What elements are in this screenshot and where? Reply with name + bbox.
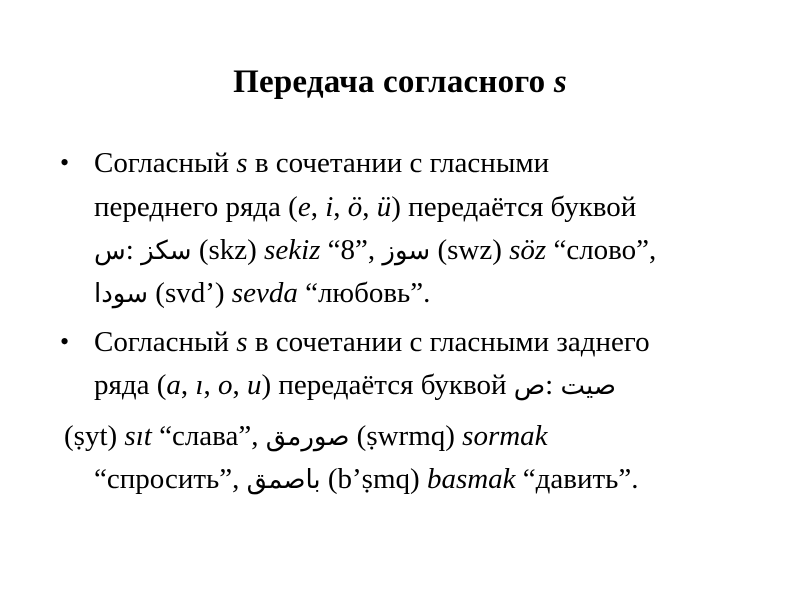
bullet2-line3 (64, 418, 548, 455)
arabic-word: سكز (141, 236, 192, 266)
arabic-word: سوز (382, 236, 431, 266)
transliteration: (b’ṣmq) (320, 463, 427, 495)
vowel: e (297, 191, 311, 223)
transliteration: (ṣwrmq) (349, 420, 463, 452)
vowel: o (217, 369, 233, 401)
arabic-letter: س (94, 236, 126, 266)
text: ) передаётся буквой (261, 369, 514, 401)
letter-s: s (236, 326, 248, 358)
vowel: a (166, 369, 181, 401)
turkish-word: sekiz (264, 234, 321, 266)
text: переднего ряда ( (94, 191, 298, 223)
turkish-word: sormak (462, 420, 548, 452)
vowel: ü (376, 191, 392, 223)
turkish-word: sıt (124, 420, 152, 452)
bullet2-line2 (94, 367, 616, 404)
vowel: ı (195, 369, 204, 401)
arabic-word: صورمق (265, 422, 350, 452)
transliteration: (svd’) (148, 277, 232, 309)
gloss: “слово”, (546, 234, 657, 266)
vowel: i (325, 191, 334, 223)
transliteration: (ṣyt) (64, 420, 125, 452)
comma: , (362, 191, 377, 223)
vowel: u (246, 369, 262, 401)
comma: , (333, 191, 348, 223)
gloss: “8”, (320, 234, 383, 266)
transliteration: (skz) (191, 234, 265, 266)
text: ряда ( (94, 369, 167, 401)
bullet1-line3 (94, 232, 656, 269)
gloss: “спросить”, (94, 463, 247, 495)
arabic-word: صيت (560, 371, 616, 401)
bullet-marker-1: • (60, 148, 70, 177)
arabic-word: باصمق (246, 465, 321, 495)
bullet2-line4 (94, 461, 639, 498)
colon: : (545, 369, 561, 401)
comma: , (180, 369, 196, 401)
turkish-word: basmak (426, 463, 516, 495)
gloss: “давить”. (515, 463, 639, 495)
bullet1-line1 (94, 145, 549, 181)
bullet2-line1 (94, 324, 650, 360)
text: Согласный (94, 326, 237, 358)
arabic-word: سودا (94, 279, 149, 309)
colon: : (125, 234, 142, 266)
bullet-marker-2: • (60, 327, 70, 356)
comma: , (310, 191, 326, 223)
turkish-word: söz (509, 234, 547, 266)
text: в сочетании с гласными (247, 147, 550, 179)
vowel: ö (347, 191, 363, 223)
gloss: “слава”, (151, 420, 266, 452)
title-letter: s (553, 64, 567, 100)
slide-title (0, 62, 800, 102)
bullet1-line4 (94, 275, 430, 312)
title-text: Передача согласного (233, 64, 554, 100)
text: в сочетании с гласными заднего (247, 326, 650, 358)
text: ) передаётся буквой (391, 191, 637, 223)
comma: , (232, 369, 247, 401)
comma: , (203, 369, 218, 401)
arabic-letter: ص (513, 371, 546, 401)
turkish-word: sevda (231, 277, 298, 309)
transliteration: (swz) (430, 234, 510, 266)
letter-s: s (236, 147, 248, 179)
gloss: “любовь”. (297, 277, 431, 309)
bullet1-line2 (94, 189, 636, 225)
text: Согласный (94, 147, 237, 179)
